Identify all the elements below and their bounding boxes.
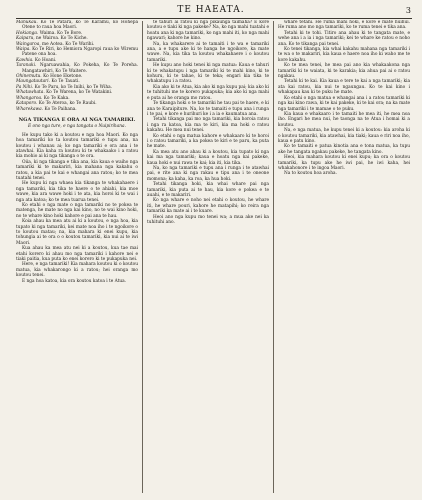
station-place: Wharekawa. (16, 106, 44, 112)
paragraph: Na, e nga matua, he kupu tenei ki a koutou: kia aroha ki o koutou tamariki, kia atawhai, kia tiaki; kaua e riri noa iho, kaua e patu kino. (278, 128, 410, 144)
station-place: Kataporo. (16, 101, 38, 107)
station-place: Taranaki. (16, 63, 37, 69)
article-body (278, 20, 410, 177)
paragraph: Koia ahau ka mea atu ai ki a koutou, e nga hoa, kia tupato ki nga tamariki, kei mate noa iho i te ngoikore o to koutou matau; na, kia mahara ki enei kupu, kia tohungia ai te ora o o koutou tamariki, kia nui ai te iwi Maori. (16, 219, 138, 246)
station-place: Maungatautari. (16, 79, 50, 85)
station-entry (16, 63, 138, 74)
paragraph: Na, ka whakarere ai te tamaiti i te wa e tamariki ana, a e tupu ake ki te hanga he ngoikore, ka mate wawe. Na, kia tika ta koutou whakahaere i o koutou tamariki. (147, 41, 269, 63)
paragraph: Ko etahi o nga matua kahore e whakaaro ki te horoi i o ratou tamariki, a ka pokea te kiri e te paru, ka puta he mate. (147, 133, 269, 150)
paragraph: Here, e nga tamariki! Kia mahara koutou ki o koutou matua, kia whakarongo ki a ratou; hei oranga mo koutou tenei. (16, 262, 138, 279)
station-text: Ko Hoani. (34, 57, 57, 63)
section-title: NGA TIKANGA E ORA AI NGA TAMARIKI. (18, 116, 136, 123)
station-place: Whangaroa. (16, 95, 43, 101)
paragraph: Ka mea atu ano ahau ki a koutou, kia tupato ki nga kai ma nga tamariki; kaua e hoatu nga kai pakeke, kaua hoki e nui rawa te kai; kia iti, kia tika. (147, 149, 269, 166)
paragraph: Kia ako ki te Atua, kia ako ki nga kupu pai; kia ako ki te tuhituhi me te korero pukapuka; kia ako ki nga mahi e puta ai he oranga mo ratou. (147, 84, 269, 101)
station-text: Ko Te Paihana. (44, 106, 77, 112)
station-place: Hokianga. (16, 30, 39, 36)
paragraph: Ko etahi o nga mate o nga tamariki no te pokea te matenga, he mate no nga kai kino, no te wai kino hoki, no te whare kino hoki kahore e pai ana te hau. (16, 203, 138, 219)
station-text: Ko Te Paru, ko Te Inihi, ko Te Wiha. (34, 84, 113, 90)
paragraph: Heoi, kia mahara koutou ki enei kupu; ka ora o koutou tamariki, ka tupu ake he iwi pai, he iwi kaha, hei whakahonore i te ingoa Maori. (278, 155, 410, 171)
station-entry (16, 107, 138, 112)
paragraph: Ko nga whare e noho nei etahi o koutou, he whare iti, he whare pouri, kahore he matapihi; ko reira nga tamariki ka mate ai i te kuare. (147, 198, 269, 215)
paragraph: Ko te mea tenei, he mea pai ano kia whakaakona nga tamariki ki te waiata, ki te karakia; kia ahua pai ai o ratou ngakau. (278, 63, 410, 80)
paragraph: He kupu tako ki a koutou e nga hoa Maori. Ko nga hoa tamariki ko ta koutou tamariki e tupu ana, na koutou i whanau ai; ko nga tamariki e ora ana i te atawhai. Kia kaha ra koutou ki te whakaako i a ratou kia mohio ai ki nga tikanga o te ora. (16, 132, 138, 160)
paragraph: Kua ahau ka mea atu nei ki a koutou, kua tae mai etahi korero ki ahau mo nga tamariki i kahore nei e tiaki paitia, kua puta ko enei korero ki te pukapuka nei. (16, 246, 138, 263)
article-body (147, 20, 269, 225)
station-place: Kawhia. (16, 57, 34, 63)
station-place: Ohinemutu. (16, 74, 42, 80)
station-text: Ko Te Ateroa, ko Te Raubi. (38, 101, 97, 107)
page-header (16, 2, 412, 19)
station-place: Waipa. (16, 47, 31, 53)
station-place: Whatawhata. (16, 90, 45, 96)
column-1 (16, 20, 138, 496)
station-place: Manukau. (16, 20, 38, 25)
paragraph: Tetahi tikanga hoki, kia whai whare pai nga tamariki, kia puta ai te hau, kia kore e pokea e te auahi, e te makariri. (147, 182, 269, 198)
paragraph: te tahuri ai ratou ki nga pikaunga taimaha? E kore koutou e tiaki ki nga pakeke? Na, ko nga mahi tuatahi e hoatu ana ki nga tamariki, ko nga mahi iti, ko nga mahi ngawari; kahore he kino. (147, 20, 269, 42)
paragraph: He kupu ki nga whaea kia tikanga te whakahaere i nga tamariki, kia tika te haere o te ahiahi, kia moe wawe, kia ara wawe hoki i te ata, kia horoi ki te wai i nga ata katoa; ko te mea tuarua tenei. (16, 181, 138, 203)
station-text: me Aotea. Ko Te Warihi. (42, 41, 95, 47)
paragraph: Ko te tamaiti e patua kinotia ana e tona matua, ka tupu ake he tangata ngakau pakeke, he tangata kino. (278, 144, 410, 155)
article-body (16, 133, 138, 279)
page-title: TE HAEATA. (177, 5, 245, 15)
station-place: Kaiparu, (16, 36, 35, 42)
station-list (16, 20, 138, 112)
paragraph: Na, ko nga tamariki e tupu ana i runga i te atawhai pai, e rite ana ki nga rakau e tipu ana i te oneone momona; ka kaha, ka roa, ka hua hoki. (147, 165, 269, 182)
paragraph: Te tikanga hoki o te tamariki he tau pai te haere, e ki ana te Karaipiture. Na, ko te tamaiti e tupu ana i runga i te pai, e kore e hurihuri ke i a ia e kaumatua ana. (147, 101, 269, 117)
station-text: Ko Te Riri, ko Hemiora Ngaropi raua ko Wiremu Patene ona hoa. (22, 47, 138, 58)
station-text: Waima. Ko Te Bore. (39, 30, 83, 36)
paragraph: whare tetahi. He ruma mahi hoki, e kore e mate huihui. He ruma ano mo nga tamariki, ko te ruma tenei e tika ana. (278, 20, 410, 31)
column-2 (147, 20, 269, 496)
station-text: Ko Te Kaka. (43, 95, 70, 101)
station-entry (16, 20, 138, 31)
paragraph: Tetahi tikanga pai mo nga tamariki, kia horoia ratou i nga ra katoa, kia ma te kiri, kia ma hoki o ratou kakahu. He mea nui tenei. (147, 117, 269, 134)
station-entry (16, 47, 138, 58)
station-text: ne Wairoa. Ko Te Kiche. (36, 36, 88, 42)
station-text: Ko Te Warena, ko Te Watakini. (46, 90, 113, 96)
column-divider (273, 21, 274, 493)
paragraph: He kupu ano hoki tenei ki nga matua: Kaua e tahuri ki te whakatupu i nga tamariki ki te mahi kino, ki te kohuru, ki te tahae, ki te teka; engari kia tika te whakatupu i a ratou. (147, 63, 269, 85)
station-text: Ko Hone Eketone. (43, 74, 83, 80)
station-text: Ngaruawahia, Ko Pokeha, Ko Te Poreha. Mangatawhiri, Ko Te Waitere. (22, 63, 138, 74)
paragraph: Ko tenei tikanga, kia whai kakahu mahana nga tamariki i te wa o te makariri, kia kaua e haere noa iho ki waho me te kore kakahu. (278, 47, 410, 63)
paragraph: Na to koutou hoa aroha. (284, 171, 337, 177)
paragraph: Oiia, ki nga tikanga e tika ana, kia kaua e waiho nga tamariki ki te makariri, kia mahana nga kakahu o ratou, a kia pai te kai e whangai ana ratou; ko te mea tuatahi tenei. (16, 159, 138, 181)
station-place: Pa Nihi. (16, 84, 34, 90)
paragraph: Heoi ano nga kupu mo tenei wa; a mua ake nei ka tuhituhi ano. (147, 214, 269, 226)
page-number: 3 (405, 5, 412, 15)
column-3 (278, 20, 410, 496)
paragraph: Kia kaua e whakaaro i te tamaiti he mea iti, he mea noa iho. Engari he mea nui, he taonga na te Atua i homai ki a koutou. (278, 111, 410, 128)
column-divider (142, 21, 143, 493)
paragraph: Ko etahi o nga matua e whangai ana i a ratou tamariki ki nga kai kino rawa, ki te kai pakeke, ki te kai ora; na ka mate nga tamariki i te mamae o te puku. (278, 95, 410, 112)
paragraph: Tetahi ki te kai. Kia kaua e tere te kai a nga tamariki; kia ata kai ratou, kia nui te ngaungau. Ko te kai kino i whakapau kau ki te puku he mate. (278, 79, 410, 96)
section-subtitle: E ono nga ture, e nga tangata o Nuipirihana. (28, 124, 126, 130)
station-text: Ko Te Tauati. (51, 79, 80, 85)
station-text: Ko Te Patara, ko Te Karamu, ko Hohepa Otene to raua hoa Maori. (22, 20, 138, 31)
station-place: Waingaroa, (16, 41, 41, 47)
paragraph: Tetahi ki te tohi. Titiro ana ahau ki te tangata mate, e wehe ana i a ia i nga tamariki; kei te whare ke ratou e noho ana. Ko te tikanga pai tenei. (278, 30, 410, 47)
closing-line: E nga hoa katoa, kia ora koutou katoa i te Atua. (22, 278, 127, 284)
